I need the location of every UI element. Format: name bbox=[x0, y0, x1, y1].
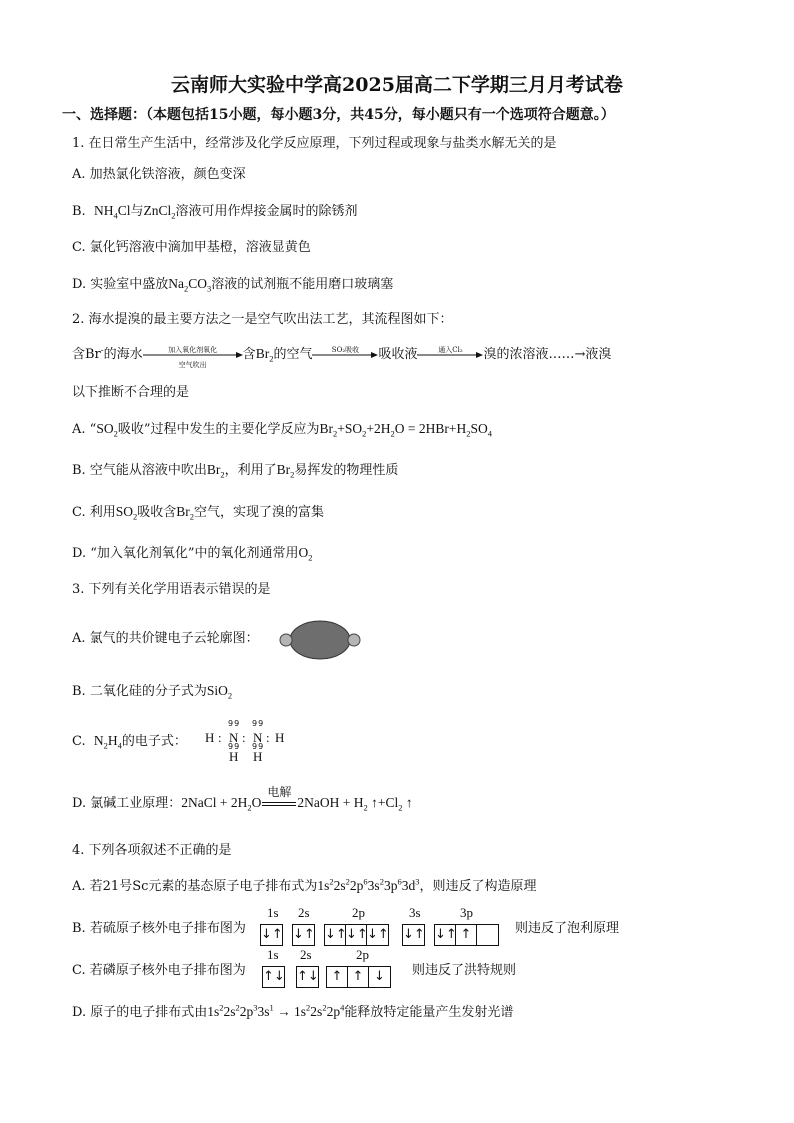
q4-option-c-suffix: 则违反了洪特规则 bbox=[412, 963, 517, 978]
n2h4-electron-formula: 99 99 H : N : N : H 99 99 H H bbox=[205, 719, 285, 764]
electron-cloud-diagram bbox=[278, 618, 362, 662]
orbital-2s-box: ↓↑ bbox=[292, 924, 315, 946]
q3-stem: 3. 下列有关化学用语表示错误的是 bbox=[72, 582, 271, 597]
q4-stem: 4. 下列各项叙述不正确的是 bbox=[72, 843, 232, 858]
q2-lead: 以下推断不合理的是 bbox=[72, 385, 190, 400]
q4-option-b-suffix: 则违反了泡利原理 bbox=[515, 921, 620, 936]
q4-option-a: A. 若21号Sc元素的基态原子电子排布式为$1s^22s^22p^63s^23p^63d^3$，则违反了构造原理 bbox=[72, 876, 537, 894]
q3-option-b: B. 二氧化硅的分子式为SiO$_2$ bbox=[72, 683, 233, 701]
orbital-2s-box-c: ↑↓ bbox=[296, 966, 319, 988]
page-title: 云南师大实验中学高2025届高二下学期三月月考试卷 bbox=[171, 74, 623, 96]
q3-option-c: C. $N_2H_4$的电子式： bbox=[72, 733, 187, 751]
q2-option-c: C. 利用$SO_2$吸收含$Br_2$空气，实现了溴的富集 bbox=[72, 504, 325, 522]
q1-option-c: C. 氯化钙溶液中滴加甲基橙，溶液显黄色 bbox=[72, 240, 311, 255]
q1-stem: 1. 在日常生产生活中，经常涉及化学反应原理，下列过程或现象与盐类水解无关的是 bbox=[72, 136, 557, 151]
q2-stem: 2. 海水提溴的最主要方法之一是空气吹出法工艺，其流程图如下： bbox=[72, 312, 453, 327]
q4-option-b: B. 若硫原子核外电子排布图为 bbox=[72, 921, 246, 936]
flow-arrow-2: SO₂吸收 bbox=[312, 346, 378, 364]
q3-option-d: D. 氯碱工业原理：2NaCl + $2H_2O$ 电解 2NaOH + $H_2$ $↑+Cl_2$ ↑ bbox=[72, 784, 413, 813]
orbital-1s-box-c: ↑↓ bbox=[262, 966, 285, 988]
section-heading: 一、选择题：（本题包括15小题，每小题3分，共45分，每小题只有一个选项符合题意。） bbox=[62, 107, 615, 123]
q4-option-d: D. 原子的电子排布式由$1s^22s^22p^33s^1 \to 1s^22s^22p^4$能释放特定能量产生发射光谱 bbox=[72, 1002, 514, 1020]
orbital-1s-box: ↓↑ bbox=[260, 924, 283, 946]
q4-option-c: C. 若磷原子核外电子排布图为 bbox=[72, 963, 246, 978]
q2-option-b: B. 空气能从溶液中吹出$Br_2$，利用了$Br_2$易挥发的物理性质 bbox=[72, 462, 399, 480]
orbital-3s-box: ↓↑ bbox=[402, 924, 425, 946]
q1-option-b: B. $NH_4Cl$与ZnCl$_2$溶液可用作焊接金属时的除锈剂 bbox=[72, 203, 358, 221]
orbital-2p-box: ↓↑ ↓↑ ↓↑ bbox=[324, 924, 389, 946]
q2-option-a: A. “$SO_2$吸收”过程中发生的主要化学反应为$Br_2+SO_2+2H_2O = 2HBr+H_2SO_4$ bbox=[72, 421, 492, 439]
orbital-3p-box: ↓↑ ↑ bbox=[434, 924, 499, 946]
q3-option-a: A. 氯气的共价键电子云轮廓图： bbox=[72, 631, 259, 646]
flow-arrow-3: 通入Cl₂ bbox=[417, 346, 483, 364]
q1-option-d: D. 实验室中盛放$Na_2CO_3$溶液的试剂瓶不能用磨口玻璃塞 bbox=[72, 276, 394, 294]
q2-option-d: D. “加入氧化剂氧化”中的氧化剂通常用$O_2$ bbox=[72, 545, 313, 563]
orbital-2p-box-c: ↑ ↑ ↓ bbox=[326, 966, 391, 988]
q1-option-a: A. 加热氯化铁溶液，颜色变深 bbox=[72, 167, 246, 182]
flow-arrow-1: 加入氧化剂氧化 空气吹出 bbox=[143, 346, 243, 364]
q2-flow-diagram: 含Br-的海水 加入氧化剂氧化 空气吹出 含$Br_2$的空气 SO₂吸收 吸收液 通入Cl₂ 溴的浓溶液……→液溴 bbox=[72, 345, 612, 369]
